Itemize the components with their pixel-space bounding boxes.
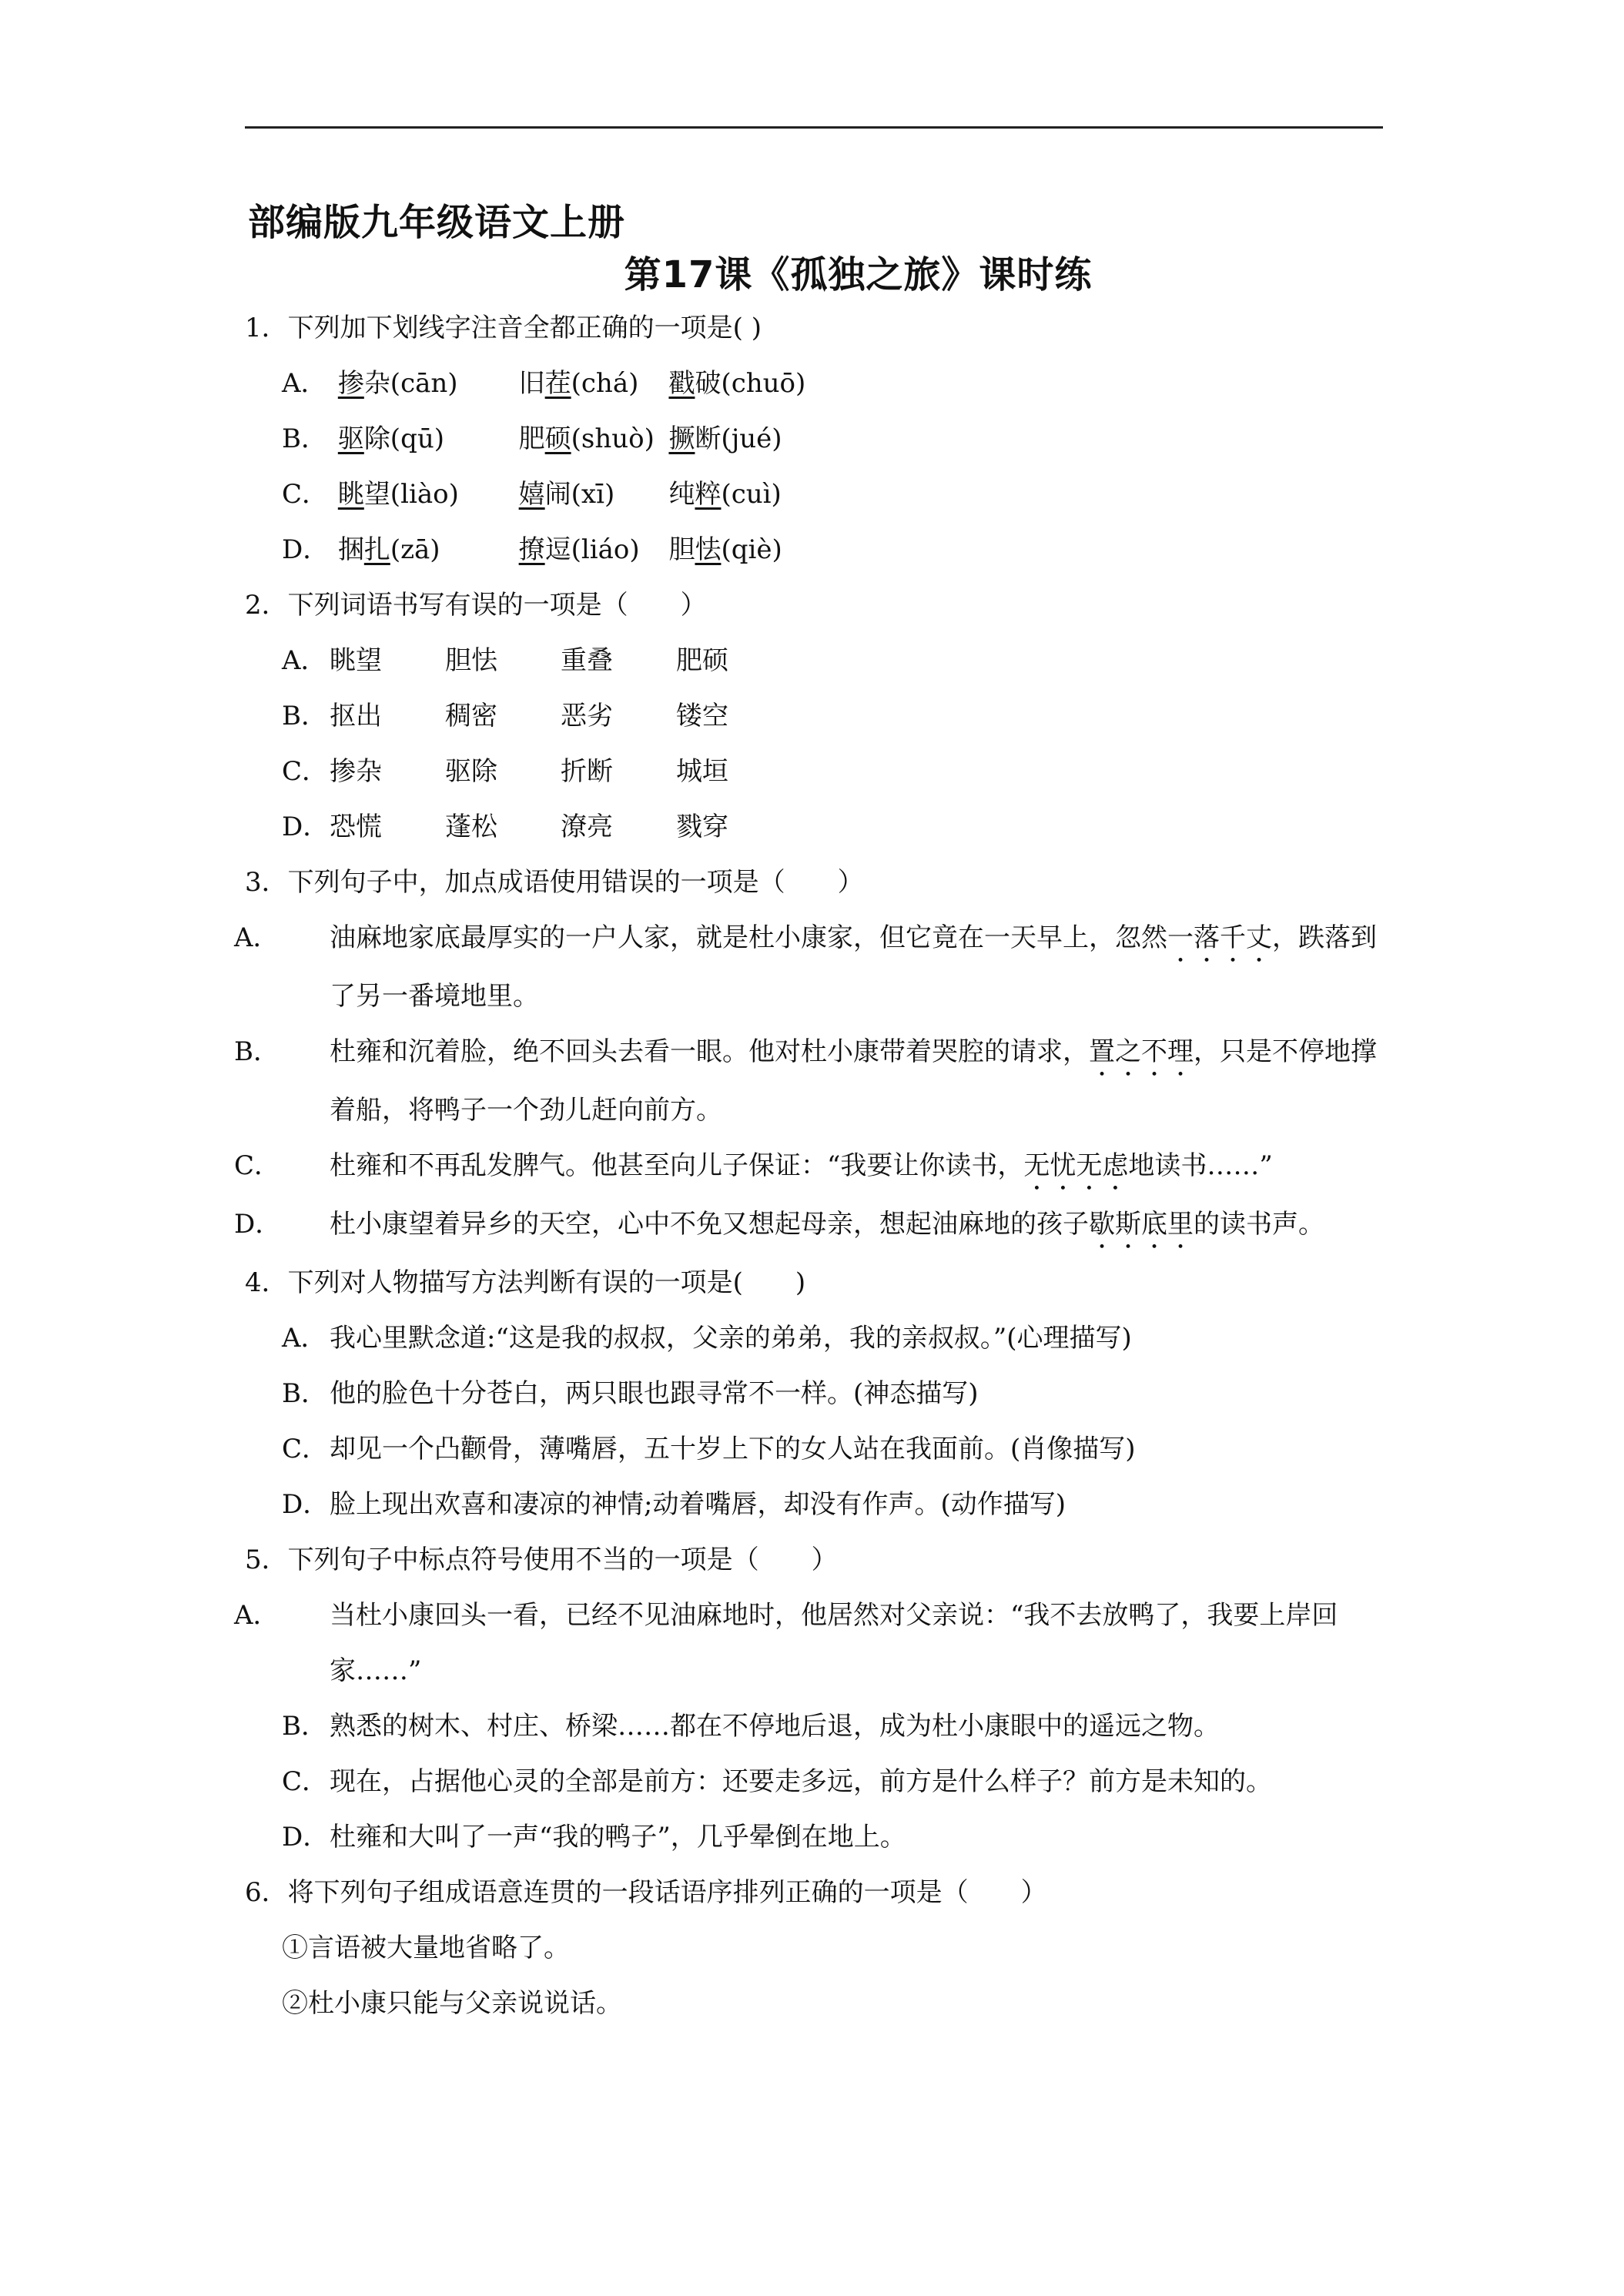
question-5-option-d: D．杜雍和大叫了一声“我的鸭子”，几乎晕倒在地上。 xyxy=(282,1822,906,1853)
question-2-option-d: D．恐慌 蓬松 潦亮 戮穿 xyxy=(282,812,728,842)
question-5-option-c: C．现在，占据他心灵的全部是前方：还要走多远，前方是什么样子？前方是未知的。 xyxy=(282,1766,1272,1797)
question-5-stem: 5．下列句子中标点符号使用不当的一项是（ ） xyxy=(245,1545,838,1575)
question-5-option-a: A． 当杜小康回头一看，已经不见油麻地时，他居然对父亲说：“我不去放鸭了，我要上岸回家……” xyxy=(234,1600,1338,1686)
question-3-option-d: D． 杜小康望着异乡的天空，心中不免又想起母亲，想起油麻地的孩子歇斯底里的读书声。 xyxy=(234,1209,1324,1240)
exercise-content xyxy=(234,300,1385,2031)
question-3-stem: 3．下列句子中，加点成语使用错误的一项是（ ） xyxy=(245,867,864,898)
question-1-option-c: C． 眺望(liào) 嬉闹(xī) 纯粹(cuì) xyxy=(282,479,782,510)
question-4-option-a: A． 我心里默念道:“这是我的叔叔，父亲的弟弟，我的亲叔叔。”(心理描写) xyxy=(282,1323,1132,1354)
question-4-stem: 4．下列对人物描写方法判断有误的一项是( ) xyxy=(245,1267,806,1298)
question-3-option-c: C． 杜雍和不再乱发脾气。他甚至向儿子保证：“我要让你读书，无忧无虑地读书……” xyxy=(234,1150,1273,1181)
question-6-stem: 6．将下列句子组成语意连贯的一段话语序排列正确的一项是（ ） xyxy=(245,1877,1047,1908)
question-5-option-b: B．熟悉的树木、村庄、桥梁……都在不停地后退，成为杜小康眼中的遥远之物。 xyxy=(282,1711,1220,1742)
question-1-option-a: A． 掺杂(cān) 旧茬(chá) 戳破(chuō) xyxy=(282,368,806,399)
header-rule xyxy=(245,126,1383,129)
question-3-option-a: A． 油麻地家底最厚实的一户人家，就是杜小康家，但它竟在一天早上，忽然一落千丈，跌落到了另一番境地里。 xyxy=(234,922,1377,1012)
question-2-option-b: B．抠出 稠密 恶劣 镂空 xyxy=(282,701,728,731)
question-1-stem: 1．下列加下划线字注音全都正确的一项是( ) xyxy=(245,313,762,343)
question-2-option-a: A． 眺望 胆怯 重叠 肥硕 xyxy=(282,645,728,676)
question-1-option-d: D． 捆扎(zā) 撩逗(liáo) 胆怯(qiè) xyxy=(282,534,782,565)
question-6-item-2: ②杜小康只能与父亲说说话。 xyxy=(282,1988,622,2019)
question-3-option-b: B． 杜雍和沉着脸，绝不回头去看一眼。他对杜小康带着哭腔的请求，置之不理，只是不停地撑着船，将鸭子一个劲儿赶向前方。 xyxy=(234,1036,1377,1126)
document-header: 部编版九年级语文上册 xyxy=(248,201,626,244)
question-4-option-c: C．却见一个凸颧骨，薄嘴唇，五十岁上下的女人站在我面前。(肖像描写) xyxy=(282,1434,1136,1464)
question-1-option-b: B． 驱除(qū) 肥硕(shuò) 撅断(jué) xyxy=(282,423,782,454)
question-4-option-d: D．脸上现出欢喜和凄凉的神情;动着嘴唇，却没有作声。(动作描写) xyxy=(282,1489,1066,1520)
question-2-stem: 2．下列词语书写有误的一项是（ ） xyxy=(245,590,707,621)
question-4-option-b: B．他的脸色十分苍白，两只眼也跟寻常不一样。(神态描写) xyxy=(282,1378,979,1409)
question-6-item-1: ①言语被大量地省略了。 xyxy=(282,1933,570,1963)
lesson-title: 第17课《孤独之旅》课时练 xyxy=(624,253,1093,296)
question-2-option-c: C．掺杂 驱除 折断 城垣 xyxy=(282,756,728,787)
